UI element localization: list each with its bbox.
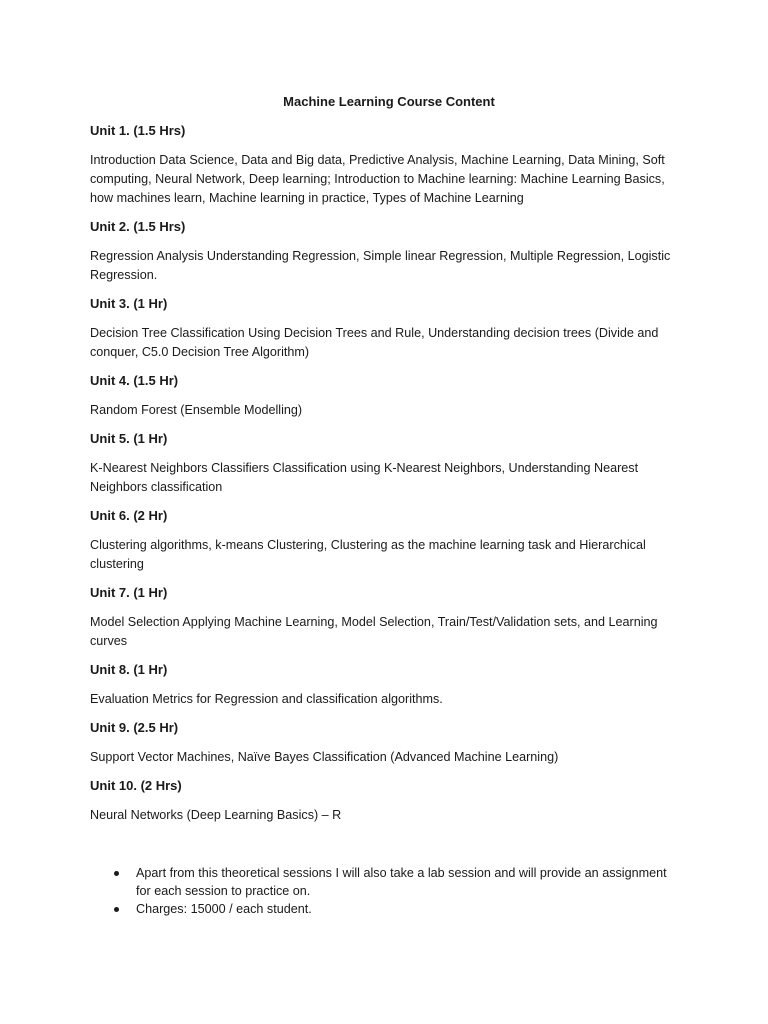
note-text: Apart from this theoretical sessions I will also take a lab session and will provide an assignment for each session to practice on. [136,866,667,898]
unit-1 [90,122,680,208]
unit-description: Random Forest (Ensemble Modelling) [90,403,303,417]
unit-heading: Unit 1. (1.5 Hrs) [90,123,186,138]
unit-description: Support Vector Machines, Naïve Bayes Classification (Advanced Machine Learning) [90,750,559,764]
unit-heading: Unit 10. (2 Hrs) [90,778,182,793]
document-body [90,93,680,835]
bullet-icon [114,907,119,912]
unit-description: Decision Tree Classification Using Decision Trees and Rule, Understanding decision trees (Divide and conquer, C5.0 Decision Tree Algorithm) [90,326,659,359]
unit-3 [90,295,680,362]
unit-heading: Unit 9. (2.5 Hr) [90,720,179,735]
list-item [112,864,682,900]
unit-heading: Unit 4. (1.5 Hr) [90,373,179,388]
unit-10 [90,777,680,825]
unit-2 [90,218,680,285]
unit-heading: Unit 8. (1 Hr) [90,662,168,677]
bullet-icon [114,871,119,876]
unit-5 [90,430,680,497]
unit-heading: Unit 7. (1 Hr) [90,585,168,600]
unit-heading: Unit 3. (1 Hr) [90,296,168,311]
unit-6 [90,507,680,574]
list-item [112,900,682,918]
unit-description: Introduction Data Science, Data and Big data, Predictive Analysis, Machine Learning, Data Mining, Soft computing, Neural Network, Deep learning; Introduction to Machine learning: Machine Learning Basics, how machines learn, Machine learning in practice, Types of Machine Learning [90,153,665,205]
unit-description: Clustering algorithms, k-means Clustering, Clustering as the machine learning task and Hierarchical clustering [90,538,646,571]
unit-7 [90,584,680,651]
unit-description: Neural Networks (Deep Learning Basics) – R [90,808,342,822]
unit-description: K-Nearest Neighbors Classifiers Classification using K-Nearest Neighbors, Understanding Nearest Neighbors classification [90,461,639,494]
unit-description: Evaluation Metrics for Regression and classification algorithms. [90,692,443,706]
note-text: Charges: 15000 / each student. [136,902,312,916]
unit-description: Model Selection Applying Machine Learning, Model Selection, Train/Test/Validation sets, and Learning curves [90,615,658,648]
unit-heading: Unit 2. (1.5 Hrs) [90,219,186,234]
unit-heading: Unit 6. (2 Hr) [90,508,168,523]
unit-heading: Unit 5. (1 Hr) [90,431,168,446]
document-title: Machine Learning Course Content [283,94,495,109]
unit-4 [90,372,680,420]
unit-description: Regression Analysis Understanding Regression, Simple linear Regression, Multiple Regression, Logistic Regression. [90,249,671,282]
unit-9 [90,719,680,767]
notes-list [112,864,682,918]
unit-8 [90,661,680,709]
